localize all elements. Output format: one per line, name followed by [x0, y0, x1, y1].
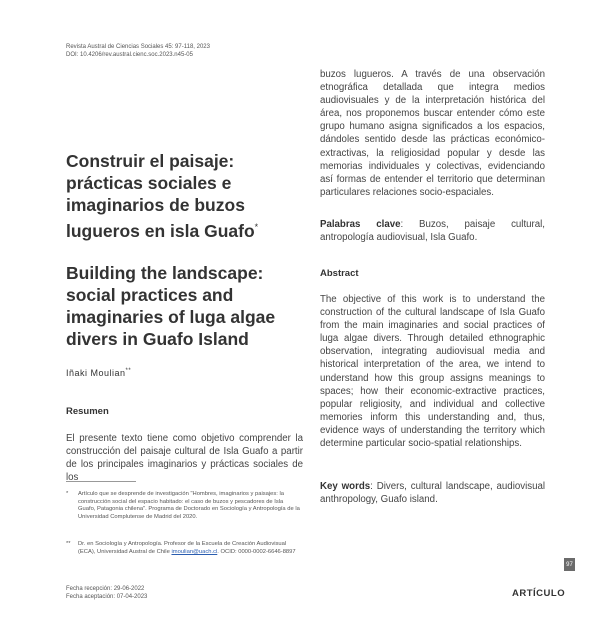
footnote-1 [66, 491, 301, 521]
author-footnote-mark: ** [125, 368, 132, 374]
key-words-label: Key words [320, 481, 371, 492]
journal-doi: DOI: 10.4206/rev.austral.cienc.soc.2023.n45-05 [66, 52, 193, 58]
author-name: Iñaki Moulian [66, 368, 126, 378]
palabras-clave-label: Palabras clave [320, 219, 401, 230]
author-email-link[interactable]: imoulian@uach.cl [171, 548, 218, 555]
journal-citation: Revista Austral de Ciencias Sociales 45: 97-118, 2023 [66, 44, 210, 50]
author [66, 368, 131, 378]
date-received: Fecha recepción: 29-06-2022 [66, 586, 145, 592]
footnote-1-mark: * [66, 491, 69, 497]
dates [66, 585, 147, 601]
section-label: ARTÍCULO [512, 588, 566, 599]
footnote-2-mark: ** [66, 541, 71, 547]
palabras-clave-text: : Buzos, paisaje cultural, antropología audiovisual, Isla Guafo. [320, 219, 545, 244]
abstract-body: The objective of this work is to understand the construction of the cultural landscape of Isla Guafo from the main imaginaries and social practices of luga algae divers. Through detailed ethnographic observation, integrating audiovisual media and historical interpretation of the area, we intend to understand how this group assigns meanings to spaces; how their economic-extractive practices, popular religiosity, and individual and collective memories inform this understanding and, thus, evidence ways of understanding the territory which determine particular socio-spatial relationships. [320, 294, 545, 450]
date-accepted: Fecha aceptación: 07-04-2023 [66, 594, 148, 600]
footnote-2-text: Dr. en Sociología y Antropología. Profesor de la Escuela de Creación Audiovisual (ECA), Universidad Austral de Chile [78, 541, 287, 555]
footnote-divider [66, 481, 136, 482]
footnote-2 [66, 541, 301, 556]
footnote-1-text: Artículo que se desprende de investigación "Hombres, imaginarios y paisajes: la construcción social del espacio habitado: el caso de buzos y pescadores de Isla Guafo, Patagonia chilena". Programa de Doctorado en Sociología y Antropología de la Universidad Complutense de Madrid del 2020. [78, 491, 300, 520]
resumen-heading: Resumen [66, 406, 109, 417]
title-spanish [66, 150, 306, 242]
footnote-2-body [78, 541, 301, 556]
palabras-clave [320, 218, 545, 244]
resumen-body: El presente texto tiene como objetivo comprender la construcción del paisaje cultural de Isla Guafo a partir de los principales imaginarios y prácticas sociales de los [66, 433, 303, 483]
key-words-text: : Divers, cultural landscape, audiovisual anthropology, Guafo island. [320, 481, 546, 506]
title-footnote-mark: * [254, 222, 259, 232]
footnote-2-orcid: . OCID: 0000-0002-6646-8897 [217, 548, 296, 555]
abstract-heading: Abstract [320, 268, 359, 279]
journal-header [66, 43, 210, 59]
key-words [320, 480, 545, 506]
title-spanish-text: Construir el paisaje: prácticas sociales e imaginarios de buzos lugueros en isla Guafo [66, 151, 255, 241]
page-number: 97 [564, 558, 575, 571]
resumen-continuation: buzos lugueros. A través de una observación etnográfica detallada que integra medios audiovisuales y de la interpretación histórica del área, nos proponemos buscar entender cómo este grupo humano asigna significados a los espacios, dándoles sentido desde las prácticas económico-extractivas, la religiosidad popular y desde las memorias individuales y colectivas, evidenciando así formas de entender el territorio que determinan particulares relaciones socio-espaciales. [320, 69, 545, 198]
title-english: Building the landscape: social practices and imaginaries of luga algae divers in Guafo Island [66, 263, 276, 349]
